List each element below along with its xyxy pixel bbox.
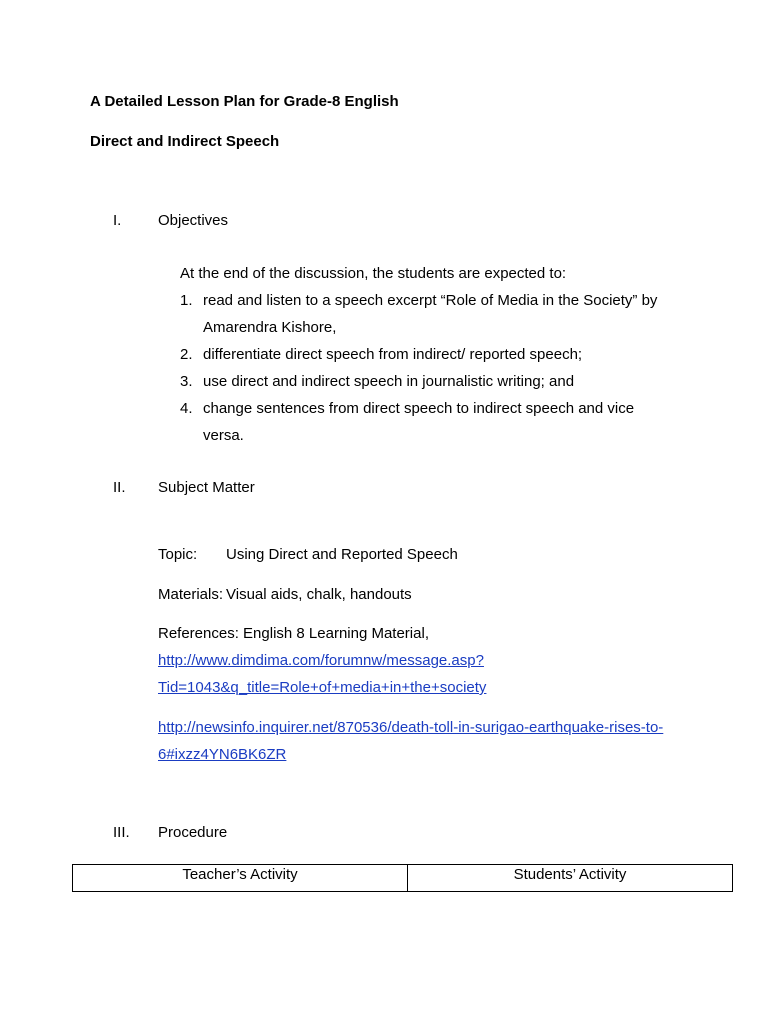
section-numeral-objectives: I.	[113, 212, 122, 229]
objective-text-continued: versa.	[203, 427, 244, 444]
section-numeral-procedure: III.	[113, 824, 130, 841]
teacher-activity-header: Teacher’s Activity	[73, 865, 408, 892]
reference-link-dimdima[interactable]: http://www.dimdima.com/forumnw/message.asp?	[158, 652, 484, 669]
objective-number: 4.	[180, 400, 193, 417]
objective-number: 1.	[180, 292, 193, 309]
objective-text: change sentences from direct speech to indirect speech and vice	[203, 400, 635, 417]
objective-number: 3.	[180, 373, 193, 390]
procedure-activity-table	[72, 864, 733, 892]
table-header-row	[73, 865, 733, 892]
students-activity-header: Students’ Activity	[408, 865, 733, 892]
topic-value: Using Direct and Reported Speech	[226, 546, 458, 563]
references-text: References: English 8 Learning Material,	[158, 625, 429, 642]
document-subtitle: Direct and Indirect Speech	[90, 133, 280, 150]
objective-text: differentiate direct speech from indirect/ reported speech;	[203, 346, 583, 363]
reference-link-dimdima-continued[interactable]: Tid=1043&q_title=Role+of+media+in+the+society	[158, 679, 487, 696]
section-heading-objectives: Objectives	[158, 212, 229, 229]
objective-text: use direct and indirect speech in journalistic writing; and	[203, 373, 575, 390]
materials-label: Materials:	[158, 586, 224, 603]
reference-link-inquirer[interactable]: http://newsinfo.inquirer.net/870536/death-toll-in-surigao-earthquake-rises-to-	[158, 719, 664, 736]
section-heading-subject-matter: Subject Matter	[158, 479, 255, 496]
topic-label: Topic:	[158, 546, 198, 563]
objectives-intro: At the end of the discussion, the students are expected to:	[180, 265, 567, 282]
section-heading-procedure: Procedure	[158, 824, 228, 841]
objective-text-continued: Amarendra Kishore,	[203, 319, 337, 336]
section-numeral-subject-matter: II.	[113, 479, 126, 496]
objective-number: 2.	[180, 346, 193, 363]
materials-value: Visual aids, chalk, handouts	[226, 586, 412, 603]
objective-text: read and listen to a speech excerpt “Role of Media in the Society” by	[203, 292, 658, 309]
reference-link-inquirer-continued[interactable]: 6#ixzz4YN6BK6ZR	[158, 746, 287, 763]
document-title: A Detailed Lesson Plan for Grade-8 English	[90, 93, 399, 110]
